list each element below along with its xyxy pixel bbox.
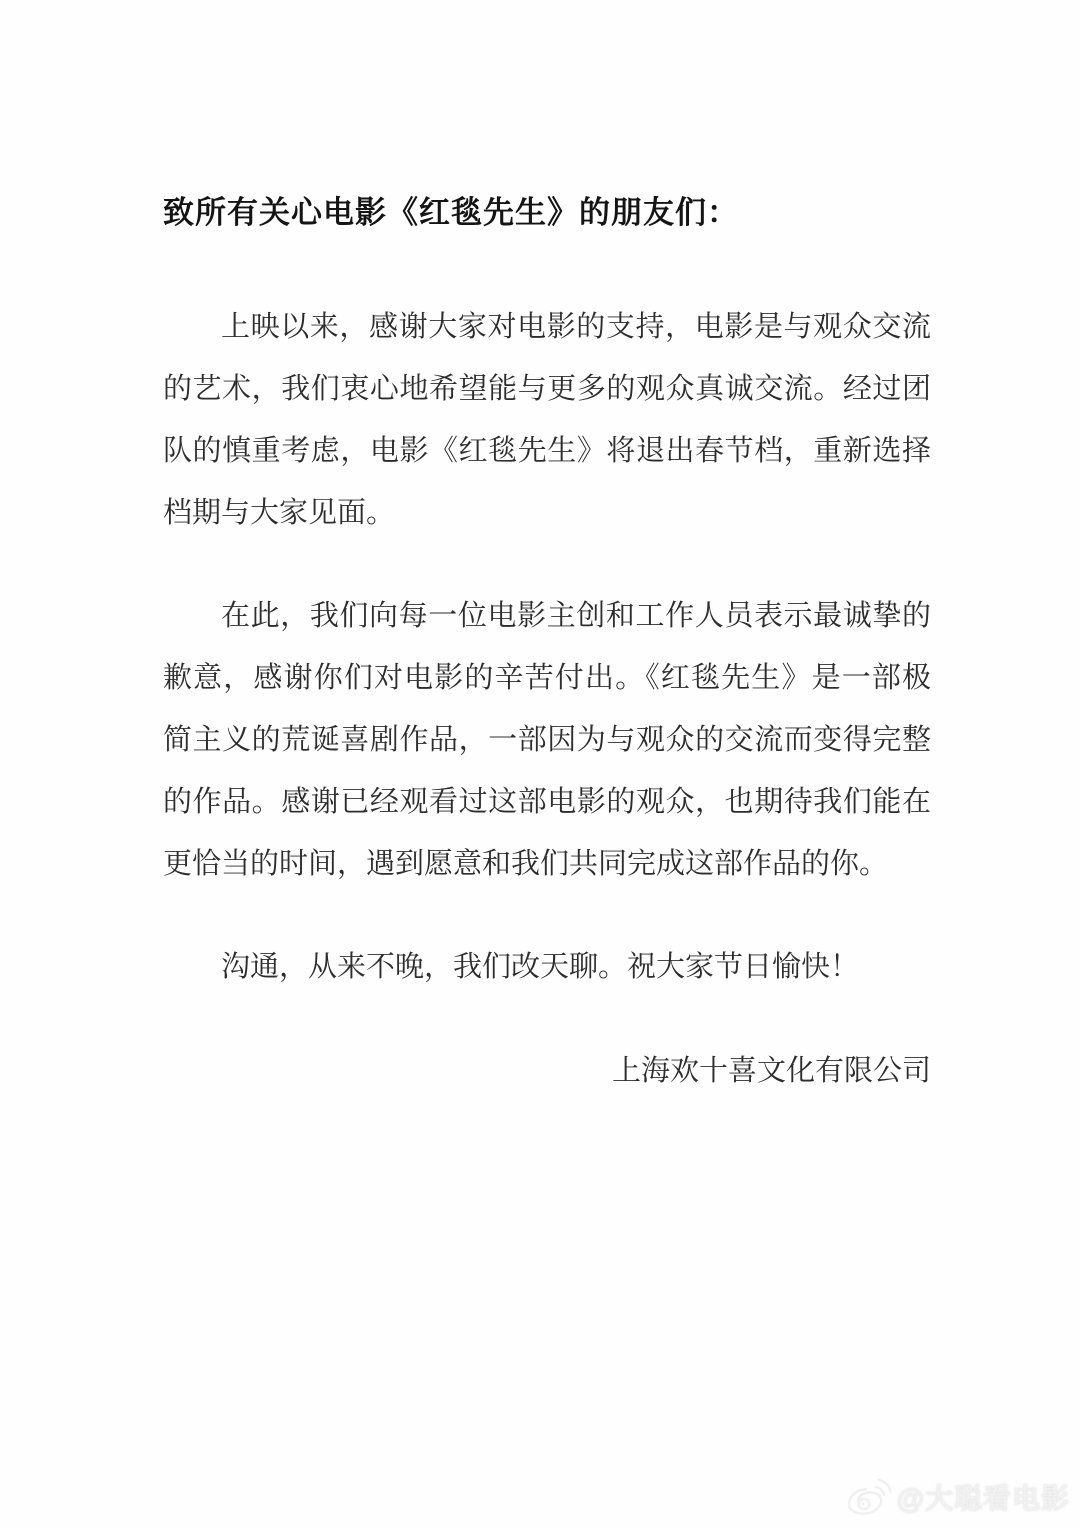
letter-paragraph: 在此，我们向每一位电影主创和工作人员表示最诚挚的歉意，感谢你们对电影的辛苦付出。《红毯先生》是一部极简主义的荒诞喜剧作品，一部因为与观众的交流而变得完整的作品。感谢已经观看过这部电影的观众，也期待我们能在更恰当的时间，遇到愿意和我们共同完成这部作品的你。 [163, 600, 931, 880]
letter-body [163, 191, 931, 1102]
weibo-handle: @大聪看电影 [896, 1483, 1070, 1514]
letter-paragraph: 沟通，从来不晚，我们改天聊。祝大家节日愉快！ [221, 951, 860, 983]
letter-title: 致所有关心电影《红毯先生》的朋友们： [163, 195, 739, 230]
letter-signature: 上海欢十喜文化有限公司 [611, 1055, 931, 1087]
weibo-icon [845, 1477, 891, 1517]
letter-paragraph: 上映以来，感谢大家对电影的支持，电影是与观众交流的艺术，我们衷心地希望能与更多的观众真诚交流。经过团队的慎重考虑，电影《红毯先生》将退出春节档，重新选择档期与大家见面。 [163, 311, 931, 529]
weibo-watermark [845, 1477, 1070, 1517]
